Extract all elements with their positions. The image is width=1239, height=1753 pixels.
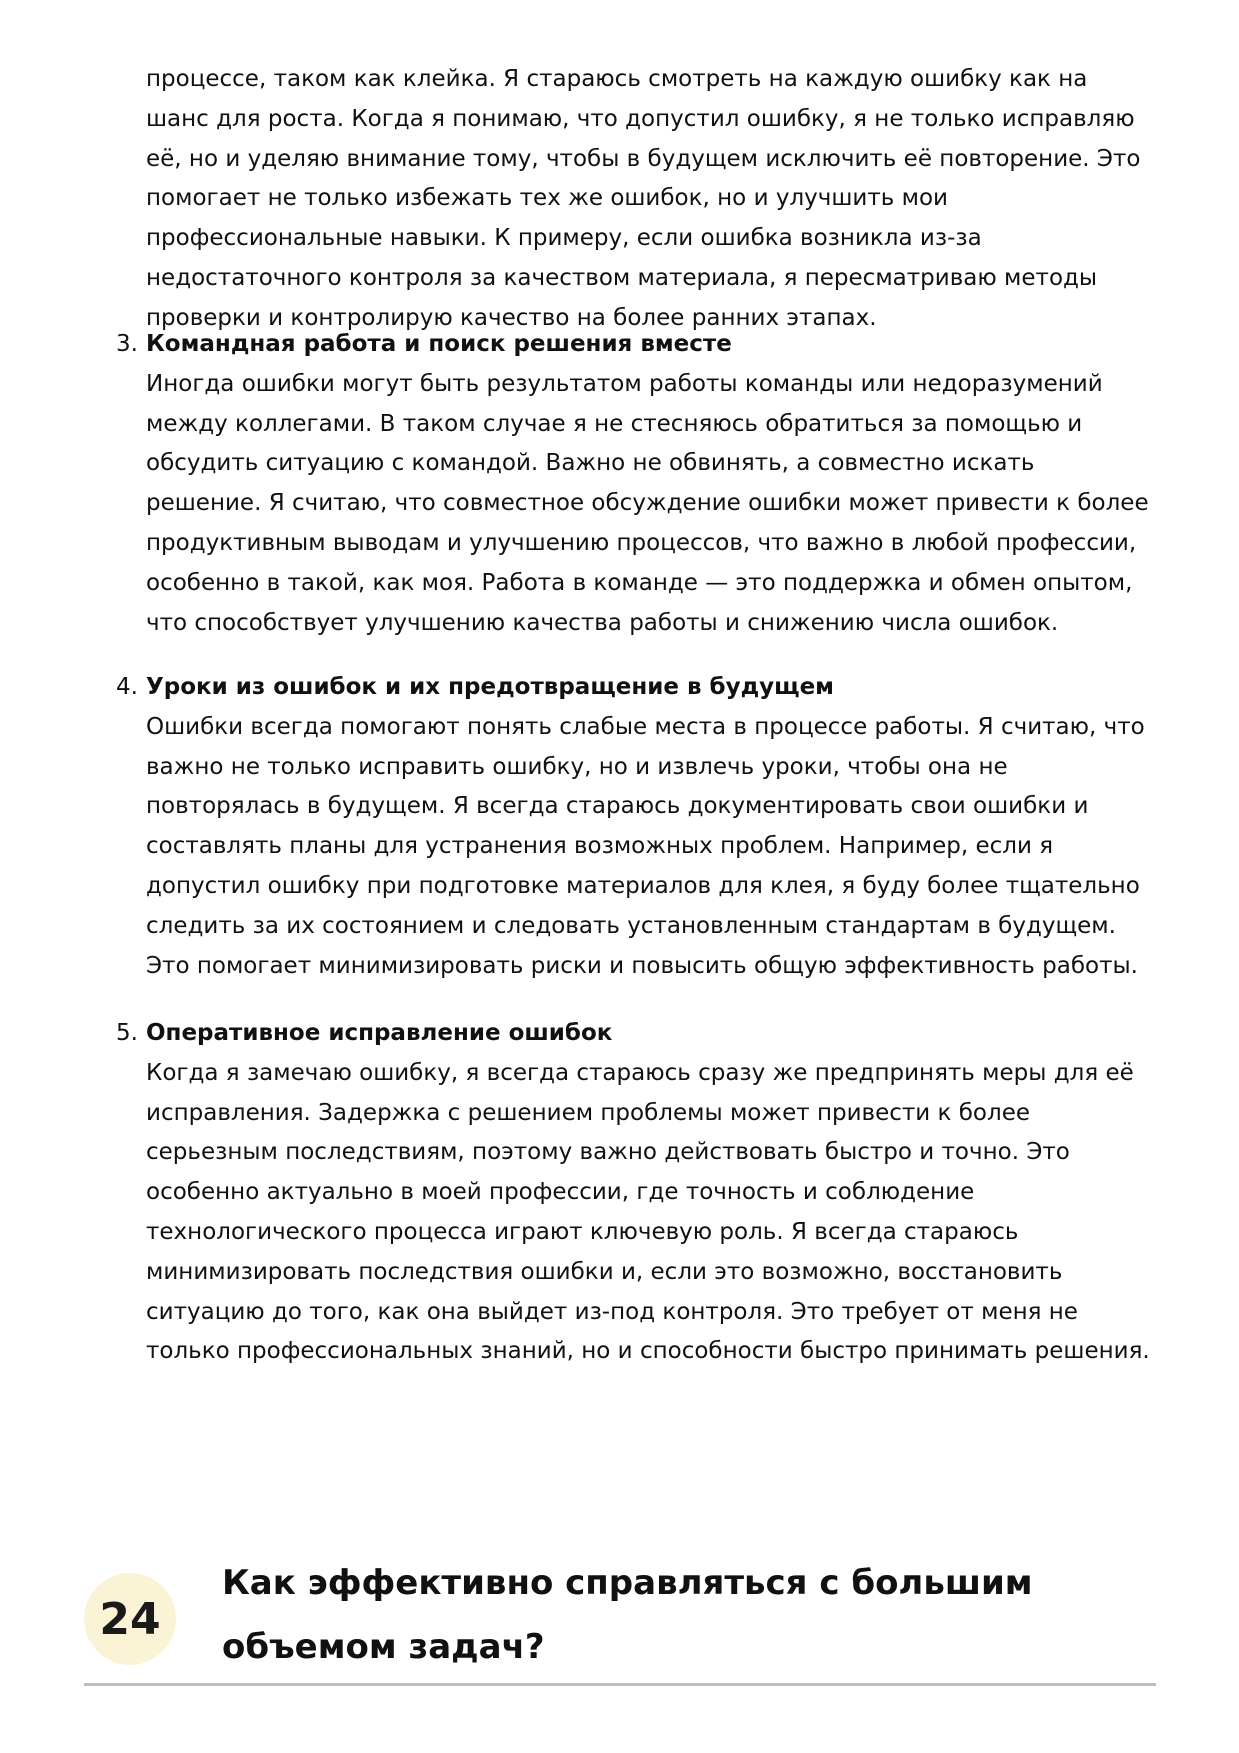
- list-item-title: Оперативное исправление ошибок: [146, 1020, 613, 1046]
- list-item: [116, 1014, 1156, 1372]
- list-item: [116, 325, 1156, 643]
- list-item-text: Когда я замечаю ошибку, я всегда стараюсь сразу же предпринять меры для её исправления. Задержка с решением проблемы может привести к более серьезным последствиям, поэтому важно действовать быстро и точно. Это особенно актуально в моей профессии, где точность и соблюдение технологического процесса играют ключевую роль. Я всегда стараюсь минимизировать последствия ошибки и, если это возможно, восстановить ситуацию до того, как она выйдет из-под контроля. Это требует от меня не только профессиональных знаний, но и способности быстро принимать решения.: [146, 1059, 1150, 1365]
- list-item-text: Ошибки всегда помогают понять слабые места в процессе работы. Я считаю, что важно не только исправить ошибку, но и извлечь уроки, чтобы она не повторялась в будущем. Я всегда стараюсь документировать свои ошибки и составлять планы для устранения возможных проблем. Например, если я допустил ошибку при подготовке материалов для клея, я буду более тщательно следить за их состоянием и следовать установленным стандартам в будущем. Это помогает минимизировать риски и повысить общую эффективность работы.: [146, 713, 1145, 979]
- question-header: [84, 1545, 1156, 1686]
- list-item-number: 5.: [116, 1020, 138, 1046]
- question-number-badge: 24: [84, 1573, 176, 1665]
- list-item-title: Уроки из ошибок и их предотвращение в будущем: [146, 674, 834, 700]
- list-item: [116, 668, 1156, 986]
- question-title: Как эффективно справляться с большим объемом задач?: [222, 1563, 1033, 1667]
- continuation-paragraph: процессе, таком как клейка. Я стараюсь смотреть на каждую ошибку как на шанс для роста. Когда я понимаю, что допустил ошибку, я не только исправляю её, но и уделяю внимание тому, чтобы в будущем исключить её повторение. Это помогает не только избежать тех же ошибок, но и улучшить мои профессиональные навыки. К примеру, если ошибка возникла из-за недостаточного контроля за качеством материала, я пересматриваю методы проверки и контролирую качество на более ранних этапах.: [146, 66, 1141, 331]
- list-item-number: 4.: [116, 674, 138, 700]
- list-item-text: Иногда ошибки могут быть результатом работы команды или недоразумений между коллегами. В таком случае я не стесняюсь обратиться за помощью и обсудить ситуацию с командой. Важно не обвинять, а совместно искать решение. Я считаю, что совместное обсуждение ошибки может привести к более продуктивным выводам и улучшению процессов, что важно в любой профессии, особенно в такой, как моя. Работа в команде — это поддержка и обмен опытом, что способствует улучшению качества работы и снижению числа ошибок.: [146, 370, 1149, 636]
- list-item-title: Командная работа и поиск решения вместе: [146, 331, 732, 357]
- list-item-number: 3.: [116, 331, 138, 357]
